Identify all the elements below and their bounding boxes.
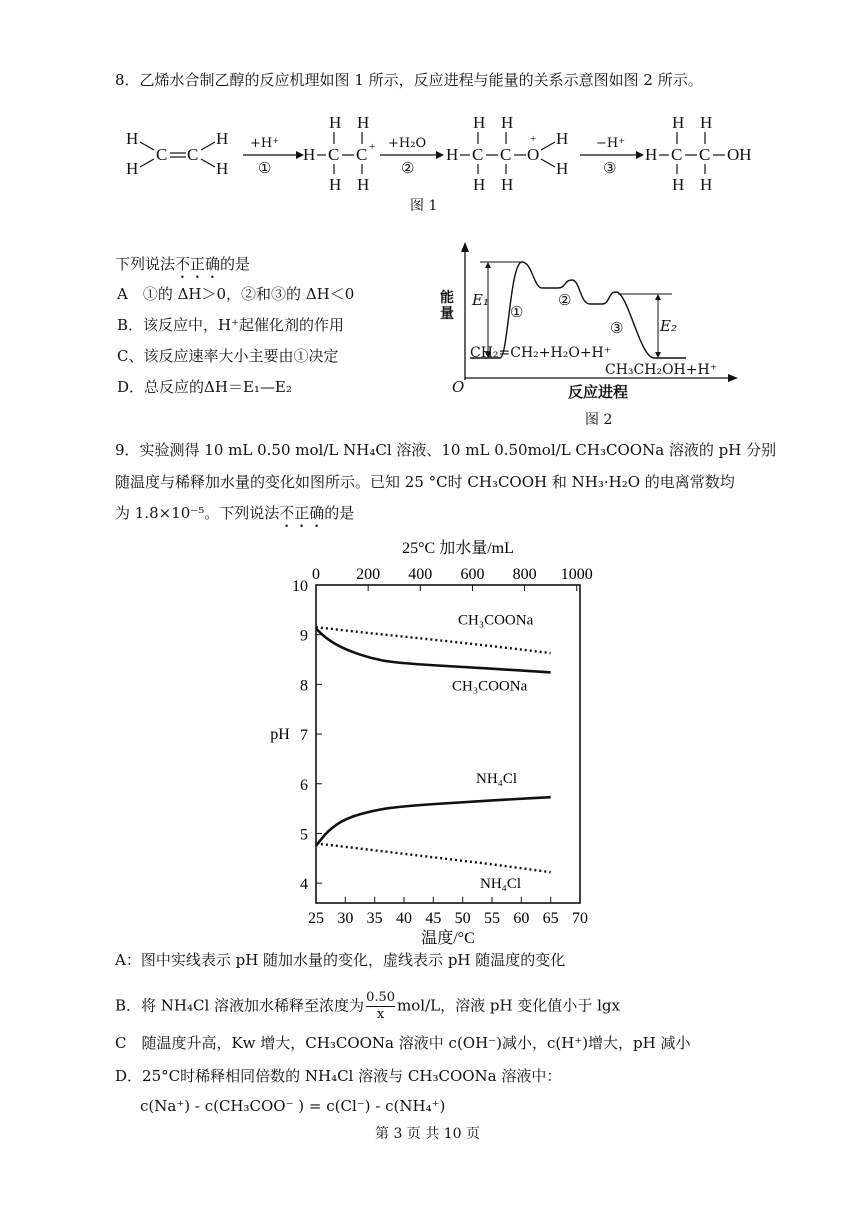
- x-tick-label: 55: [484, 910, 500, 927]
- svg-text:+: +: [369, 141, 376, 153]
- arrow-3-bottom: ③: [603, 159, 617, 177]
- y-tick-label: 6: [300, 776, 308, 794]
- arrow-1-bottom: ①: [258, 159, 272, 177]
- y-tick-label: 8: [300, 677, 308, 695]
- figure-1-mechanism: [118, 112, 768, 202]
- svg-text:C: C: [500, 145, 512, 164]
- x-tick-label: 65: [542, 910, 559, 927]
- y-tick-label: 10: [292, 578, 308, 595]
- svg-text:H: H: [126, 129, 139, 148]
- q9-stem-line2: 随温度与稀释加水量的变化如图所示。已知 25 °C时 CH₃COOH 和 NH₃·H₂O 的电离常数均: [115, 473, 735, 491]
- svg-text:H: H: [216, 129, 229, 148]
- x-tick-label: 70: [572, 910, 588, 927]
- q8-option-b: B．该反应中，H⁺起催化剂的作用: [117, 316, 345, 334]
- y-tick-label: 7: [300, 727, 308, 745]
- q9-option-d-line1: D．25°C时稀释相同倍数的 NH₄Cl 溶液与 CH₃COONa 溶液中：: [115, 1067, 562, 1085]
- svg-text:C: C: [156, 145, 168, 164]
- ph-chart-svg: [260, 535, 620, 947]
- svg-text:C: C: [328, 145, 340, 164]
- plot-frame: [316, 585, 580, 903]
- top-tick-label: 400: [408, 566, 433, 583]
- svg-text:H: H: [556, 129, 569, 148]
- svg-text:H: H: [473, 113, 486, 132]
- svg-text:H: H: [357, 113, 370, 132]
- svg-text:H: H: [329, 113, 342, 132]
- figure-2-energy: [440, 240, 750, 410]
- svg-text:H: H: [501, 113, 514, 132]
- x-tick-label: 40: [396, 910, 412, 927]
- x-tick-label: 25: [308, 910, 324, 927]
- mechanism-svg: [118, 112, 768, 202]
- q9-stem-line1: 9．实验测得 10 mL 0.50 mol/L NH₄Cl 溶液、10 mL 0.50mol/L CH₃COONa 溶液的 pH 分别: [115, 441, 777, 459]
- fig2-ylabel: 能量: [440, 290, 454, 322]
- q8-question: 下列说法不正确的是: [115, 255, 251, 273]
- x-tick-label: 50: [454, 910, 471, 927]
- series-line-1: [316, 629, 551, 673]
- top-tick-label: 0: [312, 566, 320, 583]
- q8-option-a: A ①的 ΔH＞0，②和③的 ΔH＜0: [117, 285, 355, 303]
- top-tick-label: 600: [460, 566, 485, 583]
- fig2-step-2: ②: [558, 291, 572, 309]
- svg-text:C: C: [187, 145, 199, 164]
- y-tick-label: 9: [300, 627, 308, 645]
- top-axis-label: 25°C 加水量/mL: [402, 540, 514, 557]
- y-tick-label: 4: [300, 876, 308, 894]
- fig2-xlabel: 反应进程: [568, 383, 629, 401]
- q8-option-d: D．总反应的ΔH＝E₁—E₂: [117, 378, 292, 396]
- svg-text:H: H: [446, 145, 459, 164]
- fig2-step-3: ③: [610, 319, 624, 337]
- series-label-2: NH₄Cl: [476, 771, 518, 788]
- fig2-e1: E₁: [472, 291, 489, 309]
- svg-text:C: C: [472, 145, 484, 164]
- fig2-products: CH₃CH₂OH+H⁺: [605, 362, 718, 378]
- svg-text:C: C: [671, 145, 683, 164]
- svg-text:O: O: [527, 145, 540, 164]
- q8-stem: 8．乙烯水合制乙醇的反应机理如图 1 所示，反应进程与能量的关系示意图如图 2 所示。: [115, 71, 703, 89]
- q9-option-a: A：图中实线表示 pH 随加水量的变化，虚线表示 pH 随温度的变化: [115, 951, 566, 969]
- series-line-3: [316, 843, 551, 872]
- svg-text:+: +: [530, 133, 537, 145]
- figure-2-caption: 图 2: [585, 412, 613, 428]
- series-label-1: CH₃COONa: [452, 678, 528, 695]
- q9-option-b: B．将 NH₄Cl 溶液加水稀释至浓度为 $\frac{0.50}{x}$ mol/L，溶液 pH 变化值小于 lgx: [115, 990, 620, 1022]
- fig2-reactants: CH₂=CH₂+H₂O+H⁺: [470, 345, 612, 361]
- top-tick-label: 200: [356, 566, 381, 583]
- series-line-0: [316, 627, 551, 653]
- svg-text:H: H: [672, 175, 685, 194]
- svg-text:H: H: [329, 175, 342, 194]
- x-axis-label: 温度/°C: [421, 930, 475, 947]
- y-axis-label: pH: [270, 726, 290, 744]
- arrow-2-top: +H₂O: [388, 136, 427, 151]
- svg-text:H: H: [645, 145, 658, 164]
- svg-text:H: H: [357, 175, 370, 194]
- arrow-2-bottom: ②: [401, 159, 415, 177]
- series-label-3: NH₄Cl: [480, 876, 522, 893]
- svg-text:H: H: [501, 175, 514, 194]
- svg-text:H: H: [303, 145, 316, 164]
- q9-option-c: C 随温度升高，Kw 增大，CH₃COONa 溶液中 c(OH⁻)减小，c(H⁺)增大，pH 减小: [115, 1034, 691, 1052]
- svg-text:H: H: [700, 113, 713, 132]
- series-label-0: CH₃COONa: [458, 612, 534, 629]
- x-tick-label: 60: [513, 910, 530, 927]
- svg-text:H: H: [473, 175, 486, 194]
- svg-text:OH: OH: [727, 145, 752, 164]
- arrow-3-top: −H⁺: [596, 136, 626, 151]
- svg-text:H: H: [700, 175, 713, 194]
- x-tick-label: 35: [366, 910, 383, 927]
- fig2-step-1: ①: [510, 303, 524, 321]
- arrow-1-top: +H⁺: [250, 136, 280, 151]
- fig2-e2: E₂: [660, 317, 677, 335]
- svg-text:H: H: [126, 159, 139, 178]
- svg-text:H: H: [556, 159, 569, 178]
- q9-option-d-line2: c(Na⁺) - c(CH₃COO⁻ ) = c(Cl⁻) - c(NH₄⁺): [140, 1097, 446, 1115]
- x-tick-label: 30: [337, 910, 354, 927]
- fig2-origin: O: [452, 378, 465, 396]
- svg-text:H: H: [672, 113, 685, 132]
- series-line-2: [316, 797, 551, 846]
- q9-stem-line3: 为 1.8×10⁻⁵。下列说法不正确的是: [115, 504, 355, 522]
- page-footer: 第 3 页 共 10 页: [375, 1126, 480, 1142]
- ph-chart: [260, 535, 620, 947]
- svg-text:C: C: [699, 145, 711, 164]
- top-tick-label: 800: [512, 566, 537, 583]
- svg-text:H: H: [216, 159, 229, 178]
- top-tick-label: 1000: [560, 566, 593, 583]
- q8-option-c: C、该反应速率大小主要由①决定: [117, 347, 339, 365]
- y-tick-label: 5: [300, 826, 308, 844]
- x-tick-label: 45: [425, 910, 442, 927]
- figure-1-caption: 图 1: [410, 198, 438, 214]
- svg-text:C: C: [356, 145, 368, 164]
